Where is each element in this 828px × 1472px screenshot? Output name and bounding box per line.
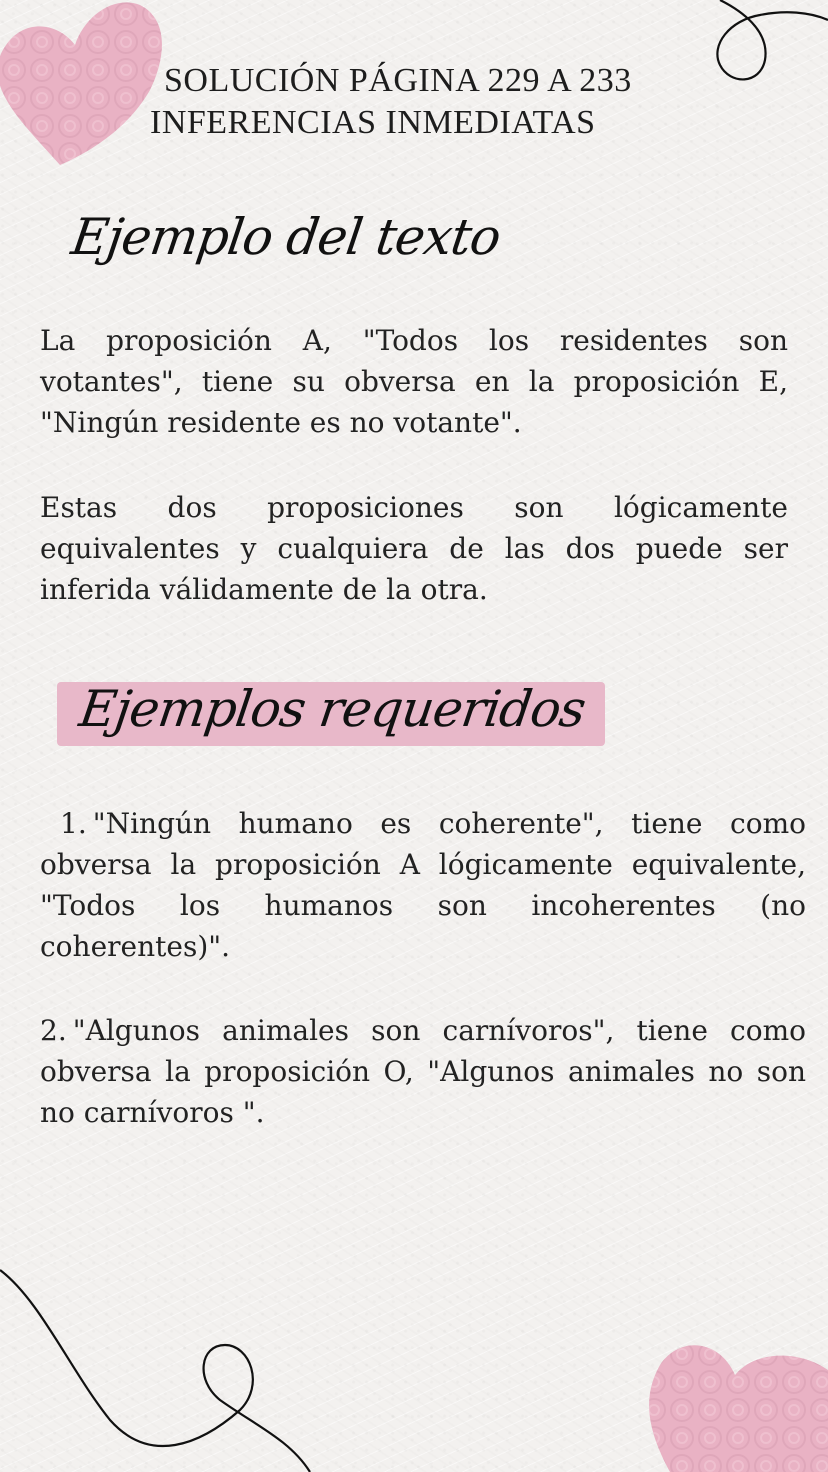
title-line-1: SOLUCIÓN PÁGINA 229 A 233 <box>164 62 632 99</box>
list-item-2 <box>40 1010 806 1133</box>
heart-top-left-icon <box>0 0 170 175</box>
heart-bottom-right-icon <box>640 1340 828 1472</box>
page-title <box>150 60 750 144</box>
example-paragraph-1: La proposición A, "Todos los residentes son votantes", tiene su obversa en la proposición E, "Ningún residente es no votante". <box>40 324 788 439</box>
list-item-1 <box>40 803 806 967</box>
list-item-number: 1. <box>60 807 87 840</box>
example-heading: Ejemplo del texto <box>67 208 504 266</box>
swirl-line-bottom-left-icon <box>0 1260 320 1472</box>
list-item-number: 2. <box>40 1014 67 1047</box>
example-paragraph-2: Estas dos proposiciones son lógicamente equivalentes y cualquiera de las dos puede ser inferida válidamente de la otra. <box>40 491 788 606</box>
required-examples-heading: Ejemplos requeridos <box>75 680 589 738</box>
list-item-text: "Ningún humano es coherente", tiene como obversa la proposición A lógicamente equivalente, "Todos los humanos son incoherentes (no coherentes)". <box>40 807 806 963</box>
title-line-2: INFERENCIAS INMEDIATAS <box>150 104 596 141</box>
list-item-text: "Algunos animales son carnívoros", tiene como obversa la proposición O, "Algunos animales no son no carnívoros ". <box>40 1014 806 1129</box>
